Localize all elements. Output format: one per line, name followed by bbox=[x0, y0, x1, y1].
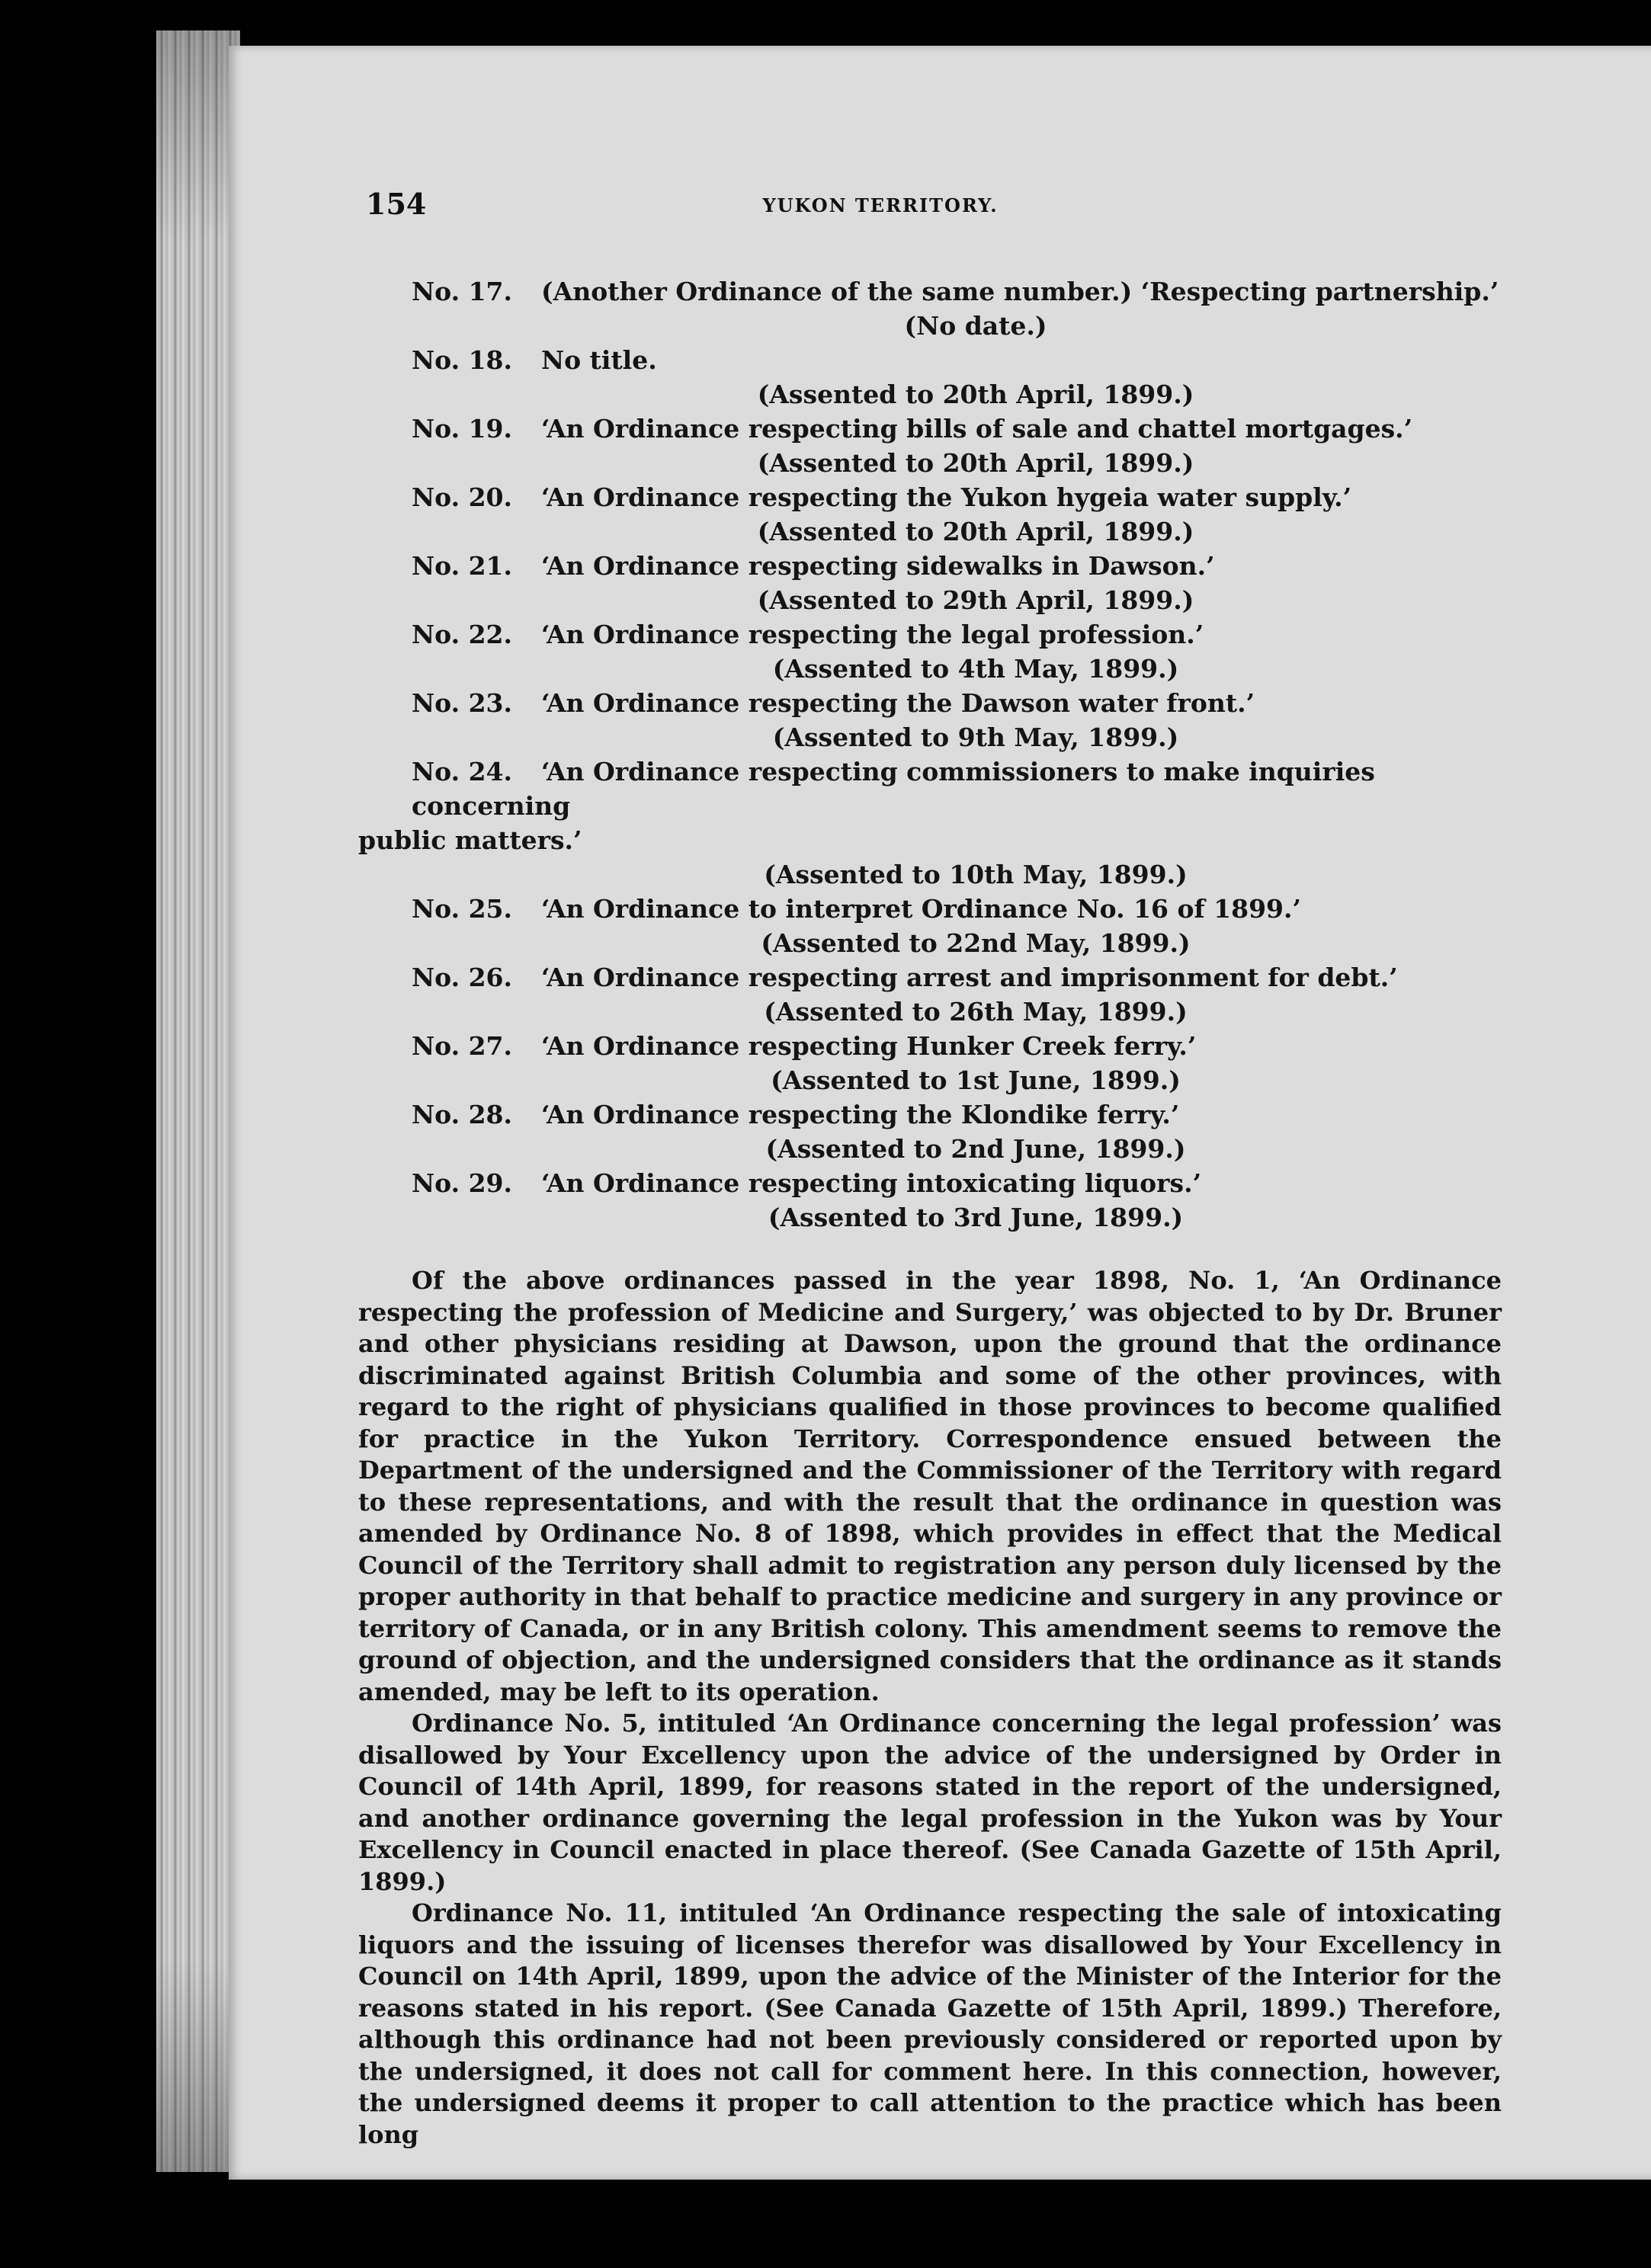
ordinance-assent: (Assented to 20th April, 1899.) bbox=[757, 517, 1194, 546]
ordinance-assent: (Assented to 20th April, 1899.) bbox=[757, 448, 1194, 478]
paragraph-medicine-ordinance: Of the above ordinances passed in the year 1898, No. 1, ‘An Ordinance respecting the profession of Medicine and Surgery,’ was objected to by Dr. Bruner and other physicians residing at Dawson, upon the ground that the ordinance discriminated against British Columbia and some of the other provinces, with regard to the right of physicians qualified in those provinces to become qualified for practice in the Yukon Territory. Correspondence ensued between the Department of the undersigned and the Commissioner of the Territory with regard to these representations, and with the result that the ordinance in question was amended by Ordinance No. 8 of 1898, which provides in effect that the Medical Council of the Territory shall admit to registration any person duly licensed by the proper authority in that behalf to practice medicine and surgery in any province or territory of Canada, or in any British colony. This amendment seems to remove the ground of objection, and the undersigned considers that the ordinance as it stands amended, may be left to its operation. bbox=[358, 1266, 1502, 1706]
ordinance-entry bbox=[358, 343, 1502, 412]
ordinance-assent: (Assented to 1st June, 1899.) bbox=[771, 1065, 1181, 1095]
ordinance-entry bbox=[358, 754, 1502, 892]
ordinance-assent: (No date.) bbox=[904, 311, 1047, 341]
running-head: YUKON TERRITORY. bbox=[762, 194, 999, 216]
ordinance-title: ‘An Ordinance respecting the Dawson water front.’ bbox=[541, 688, 1255, 718]
ordinance-assent: (Assented to 20th April, 1899.) bbox=[757, 380, 1194, 409]
ordinance-entry bbox=[358, 960, 1502, 1029]
page-body bbox=[358, 274, 1502, 2151]
ordinance-entry bbox=[358, 617, 1502, 686]
ordinance-title: ‘An Ordinance respecting commissioners to make inquiries concerning bbox=[412, 757, 1375, 821]
ordinance-number: No. 27. bbox=[412, 1031, 512, 1061]
ordinance-number: No. 21. bbox=[412, 551, 512, 581]
ordinance-title: No title. bbox=[541, 345, 657, 375]
ordinance-entry bbox=[358, 412, 1502, 480]
ordinance-assent: (Assented to 10th May, 1899.) bbox=[764, 860, 1188, 889]
ordinance-assent: (Assented to 4th May, 1899.) bbox=[772, 654, 1179, 684]
page-edges bbox=[156, 30, 240, 2172]
ordinance-title: ‘An Ordinance to interpret Ordinance No. 16 of 1899.’ bbox=[541, 894, 1301, 924]
ordinance-list bbox=[358, 274, 1502, 1235]
page-header bbox=[366, 187, 1646, 232]
ordinance-number: No. 28. bbox=[412, 1100, 512, 1129]
ordinance-assent: (Assented to 22nd May, 1899.) bbox=[761, 928, 1191, 958]
ordinance-assent: (Assented to 3rd June, 1899.) bbox=[768, 1203, 1184, 1232]
ordinance-entry bbox=[358, 1029, 1502, 1097]
page-number: 154 bbox=[366, 187, 427, 221]
ordinance-title-continued: public matters.’ bbox=[358, 825, 582, 855]
ordinance-number: No. 23. bbox=[412, 688, 512, 718]
ordinance-assent: (Assented to 29th April, 1899.) bbox=[757, 585, 1194, 615]
paragraph-legal-profession: Ordinance No. 5, intituled ‘An Ordinance concerning the legal profession’ was disallowed by Your Excellency upon the advice of the undersigned by Order in Council of 14th April, 1899, for reasons stated in the report of the undersigned, and another ordinance governing the legal profession in the Yukon was by Your Excellency in Council enacted in place thereof. (See Canada Gazette of 15th April, 1899.) bbox=[358, 1709, 1502, 1896]
ordinance-title: ‘An Ordinance respecting the Yukon hygeia water supply.’ bbox=[541, 482, 1352, 512]
ordinance-entry bbox=[358, 274, 1502, 343]
ordinance-entry bbox=[358, 480, 1502, 549]
ordinance-number: No. 20. bbox=[412, 482, 512, 512]
ordinance-number: No. 18. bbox=[412, 345, 512, 375]
ordinance-number: No. 17. bbox=[412, 277, 512, 306]
ordinance-title: ‘An Ordinance respecting intoxicating liquors.’ bbox=[541, 1168, 1202, 1198]
ordinance-entry bbox=[358, 1166, 1502, 1235]
ordinance-number: No. 29. bbox=[412, 1168, 512, 1198]
ordinance-title: ‘An Ordinance respecting the Klondike ferry.’ bbox=[541, 1100, 1180, 1129]
ordinance-assent: (Assented to 26th May, 1899.) bbox=[764, 997, 1188, 1027]
ordinance-title: ‘An Ordinance respecting sidewalks in Dawson.’ bbox=[541, 551, 1215, 581]
paragraph-intoxicating-liquors: Ordinance No. 11, intituled ‘An Ordinance respecting the sale of intoxicating liquors and the issuing of licenses therefor was disallowed by Your Excellency in Council on 14th April, 1899, upon the advice of the Minister of the Interior for the reasons stated in his report. (See Canada Gazette of 15th April, 1899.) Therefore, although this ordinance had not been previously considered or reported upon by the undersigned, it does not call for comment here. In this connection, however, the undersigned deems it proper to call attention to the practice which has been long bbox=[358, 1898, 1502, 2149]
ordinance-title: ‘An Ordinance respecting arrest and imprisonment for debt.’ bbox=[541, 963, 1398, 992]
ordinance-number: No. 26. bbox=[412, 963, 512, 992]
ordinance-title: (Another Ordinance of the same number.) ‘Respecting partnership.’ bbox=[541, 277, 1499, 306]
ordinance-entry bbox=[358, 549, 1502, 617]
ordinance-entry bbox=[358, 686, 1502, 754]
ordinance-entry bbox=[358, 892, 1502, 960]
ordinance-title: ‘An Ordinance respecting the legal profession.’ bbox=[541, 620, 1204, 649]
ordinance-title: ‘An Ordinance respecting Hunker Creek ferry.’ bbox=[541, 1031, 1197, 1061]
ordinance-entry bbox=[358, 1097, 1502, 1166]
ordinance-number: No. 24. bbox=[412, 757, 512, 786]
ordinance-title: ‘An Ordinance respecting bills of sale and chattel mortgages.’ bbox=[541, 414, 1413, 444]
ordinance-number: No. 22. bbox=[412, 620, 512, 649]
ordinance-number: No. 25. bbox=[412, 894, 512, 924]
ordinance-assent: (Assented to 9th May, 1899.) bbox=[772, 722, 1179, 752]
ordinance-number: No. 19. bbox=[412, 414, 512, 444]
ordinance-assent: (Assented to 2nd June, 1899.) bbox=[765, 1134, 1186, 1164]
document-page bbox=[229, 46, 1651, 2180]
